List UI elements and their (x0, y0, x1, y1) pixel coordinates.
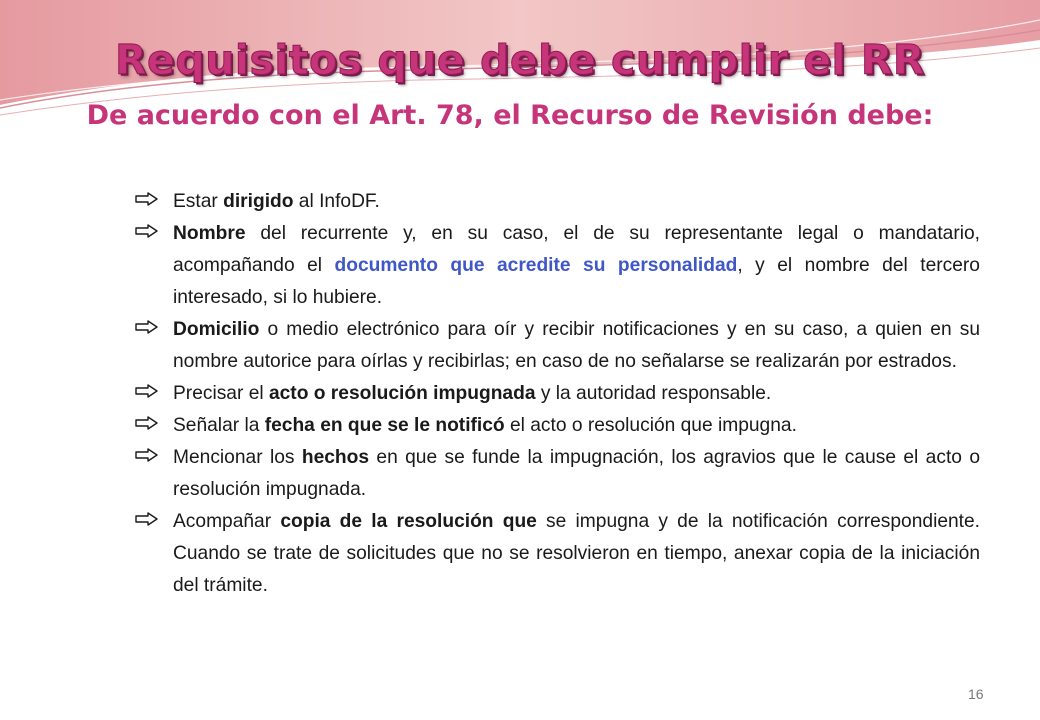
bold-text: acto o resolución impugnada (268, 383, 536, 404)
requirement-item (135, 218, 980, 314)
text-span: se impugna y de la notificación correspondiente. Cuando se trate de solicitudes que no se resolvieron en tiempo, anexar copia de la iniciación del trámite. (173, 511, 981, 596)
text-span: al InfoDF. (293, 191, 380, 212)
requirement-item (135, 442, 980, 506)
requirement-item (135, 314, 980, 378)
text-span: , y el nombre del tercero interesado, si lo hubiere. (173, 255, 980, 308)
arrow-right-outline-icon (135, 410, 173, 436)
page-number: 16 (968, 686, 984, 702)
text-span: Estar (173, 191, 224, 212)
requirement-text (173, 186, 980, 218)
requirement-item (135, 410, 980, 442)
text-span: y la autoridad responsable. (535, 383, 772, 404)
text-span: del recurrente y, en su caso, el de su representante legal o mandatario, acompañando el (173, 223, 980, 276)
requirement-item (135, 506, 980, 602)
requirement-text (173, 506, 980, 602)
requirement-text (173, 378, 980, 410)
requirement-item (135, 378, 980, 410)
arrow-right-outline-icon (135, 314, 173, 340)
text-span: Precisar el (173, 383, 269, 404)
bold-text: Nombre (173, 223, 246, 244)
text-span: Señalar la (173, 415, 265, 436)
bold-text: dirigido (223, 191, 294, 212)
arrow-right-outline-icon (135, 506, 173, 532)
bold-text: hechos (301, 447, 370, 468)
requirement-text (173, 218, 980, 314)
text-span: Mencionar los (173, 447, 302, 468)
bold-text: fecha en que se le notificó (264, 415, 505, 436)
arrow-right-outline-icon (135, 218, 173, 244)
arrow-right-outline-icon (135, 186, 173, 212)
requirement-text (173, 314, 980, 378)
arrow-right-outline-icon (135, 442, 173, 468)
requirement-text (173, 410, 980, 442)
arrow-right-outline-icon (135, 378, 173, 404)
bold-text: Domicilio (173, 319, 260, 340)
slide-title: Requisitos que debe cumplir el RR (114, 36, 925, 84)
requirement-text (173, 442, 980, 506)
text-span: el acto o resolución que impugna. (504, 415, 797, 436)
requirement-item (135, 186, 980, 218)
bold-text: copia de la resolución que (280, 511, 537, 532)
text-span: Acompañar (173, 511, 281, 532)
highlight-text: documento que acredite su personalidad (334, 255, 738, 276)
text-span: o medio electrónico para oír y recibir notificaciones y en su caso, a quien en su nombre autorice para oírlas y recibirlas; en caso de no señalarse se realizarán por estrados. (173, 319, 980, 372)
text-span: en que se funde la impugnación, los agravios que le cause el acto o resolución impugnada. (173, 447, 980, 500)
slide-subtitle: De acuerdo con el Art. 78, el Recurso de Revisión debe: (86, 100, 934, 131)
requirements-list (135, 186, 980, 602)
